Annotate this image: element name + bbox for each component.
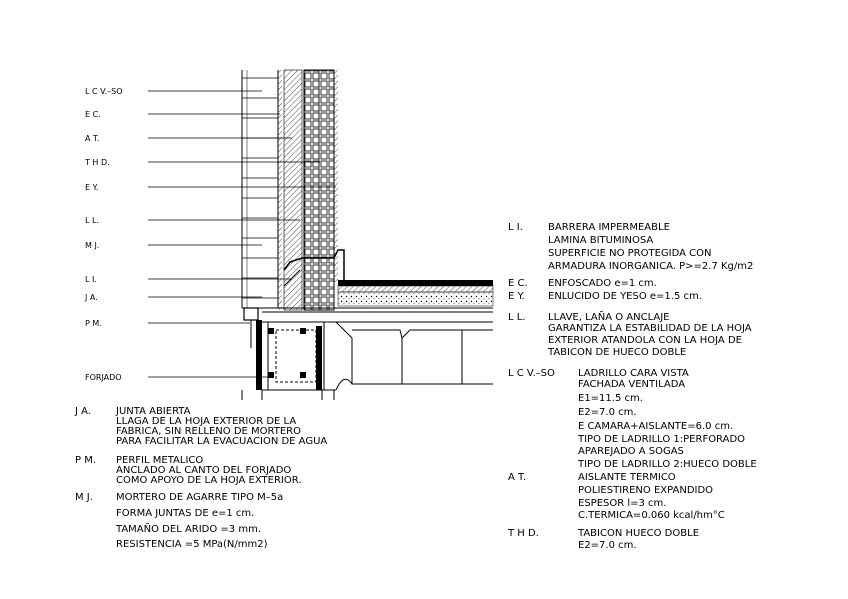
legend-line: C.TERMICA=0.060 kcal/hm°C [578, 510, 725, 521]
legend-line: APAREJADO A SOGAS [578, 446, 684, 457]
legend-line: FORMA JUNTAS DE e=1 cm. [116, 508, 255, 519]
legend-code-at: A T. [508, 472, 527, 483]
floor-slab [242, 308, 493, 390]
legend-line: ENLUCIDO DE YESO e=1.5 cm. [548, 291, 702, 302]
legend-line: TABICON DE HUECO DOBLE [548, 347, 687, 358]
legend-line: RESISTENCIA =5 MPa(N/mm2) [116, 539, 268, 550]
label-pm: P M. [85, 319, 102, 328]
legend-code-ja: J A. [75, 406, 91, 417]
legend-line: ARMADURA INORGANICA. P>=2.7 Kg/m2 [548, 261, 754, 272]
legend-line: E2=7.0 cm. [578, 407, 637, 418]
legend-line: AISLANTE TERMICO [578, 472, 676, 483]
thermal-insulation [284, 70, 302, 310]
legend-line: E CAMARA+AISLANTE=6.0 cm. [578, 421, 734, 432]
legend-line: FACHADA VENTILADA [578, 379, 686, 390]
legend-left [74, 406, 327, 550]
legend-line: LAMINA BITUMINOSA [548, 235, 654, 246]
lower-wall [242, 390, 334, 400]
legend-line: ENFOSCADO e=1 cm. [548, 278, 657, 289]
label-ja: J A. [85, 293, 98, 302]
legend-code-ey: E Y. [508, 291, 525, 302]
legend-code-ll: L L. [508, 312, 526, 323]
legend-code-pm: P M. [75, 455, 97, 466]
legend-line: LLAGA DE LA HOJA EXTERIOR DE LA [116, 416, 297, 427]
legend-right [507, 222, 757, 551]
label-at: A T. [85, 134, 100, 143]
legend-line: FABRICA, SIN RELLENO DE MORTERO [116, 426, 301, 437]
label-ey: E Y. [85, 183, 99, 192]
legend-line: LLAVE, LAÑA O ANCLAJE [548, 312, 670, 323]
legend-code-mj: M J. [75, 492, 93, 503]
label-ll: L L. [85, 216, 99, 225]
legend-code-ec: E C. [508, 278, 528, 289]
legend-line: LADRILLO CARA VISTA [578, 368, 689, 379]
legend-line: ESPESOR l=3 cm. [578, 498, 667, 509]
label-li: L I. [85, 275, 97, 284]
legend-line: EXTERIOR ATANDOLA CON LA HOJA DE [548, 335, 742, 346]
legend-line: PARA FACILITAR LA EVACUACION DE AGUA [116, 436, 328, 447]
label-mj: M J. [85, 241, 100, 250]
outer-brick-leaf [242, 70, 278, 308]
legend-line: TIPO DE LADRILLO 2:HUECO DOBLE [578, 459, 757, 470]
label-lcv: L C V.–SO [85, 87, 123, 96]
legend-line: TIPO DE LADRILLO 1:PERFORADO [578, 434, 746, 445]
legend-line: COMO APOYO DE LA HOJA EXTERIOR. [116, 475, 302, 486]
legend-line: POLIESTIRENO EXPANDIDO [578, 485, 714, 496]
metal-profile [244, 308, 322, 390]
drawing-labels [84, 87, 123, 382]
legend-line: MORTERO DE AGARRE TIPO M–5a [116, 492, 284, 503]
inner-hollow-brick-leaf [304, 70, 334, 310]
floor-layers [338, 280, 493, 306]
legend-code-li: L I. [508, 222, 523, 233]
legend-line: E2=7.0 cm. [578, 540, 637, 551]
legend-line: TAMAÑO DEL ARIDO =3 mm. [116, 524, 262, 535]
label-forjado: FORJADO [85, 373, 122, 382]
legend-code-lcv: L C V.–SO [508, 368, 555, 379]
legend-line: SUPERFICIE NO PROTEGIDA CON [548, 248, 712, 259]
legend-line: JUNTA ABIERTA [116, 406, 191, 417]
label-ec: E C. [85, 110, 101, 119]
label-thd: T H D. [85, 158, 110, 167]
legend-line: BARRERA IMPERMEABLE [548, 222, 670, 233]
legend-line: PERFIL METALICO [116, 455, 204, 466]
render-layer [278, 70, 282, 310]
legend-line: GARANTIZA LA ESTABILIDAD DE LA HOJA [548, 323, 752, 334]
legend-line: E1=11.5 cm. [578, 393, 643, 404]
legend-code-thd: T H D. [508, 528, 539, 539]
legend-line: ANCLADO AL CANTO DEL FORJADO [116, 465, 292, 476]
legend-line: TABICON HUECO DOBLE [578, 528, 700, 539]
